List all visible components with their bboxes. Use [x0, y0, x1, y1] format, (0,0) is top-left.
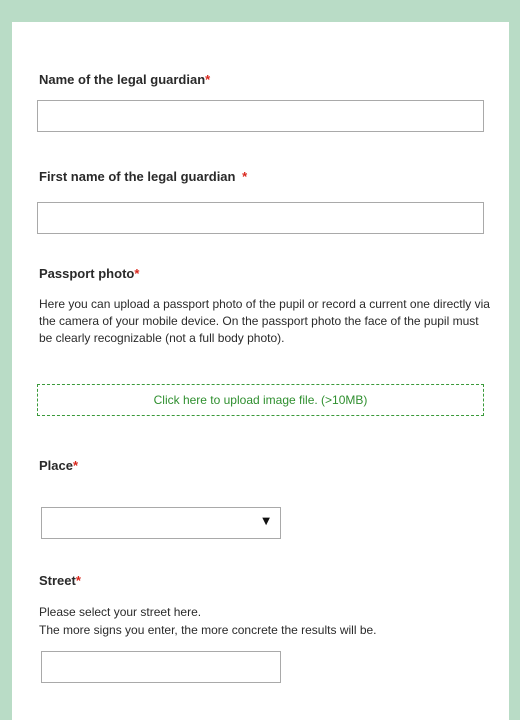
street-help-line-1: Please select your street here. — [39, 605, 202, 619]
required-marker: * — [72, 458, 79, 473]
passport-photo-label-text: Passport photo — [39, 266, 135, 281]
form-card — [12, 22, 509, 720]
guardian-first-name-input[interactable] — [37, 202, 484, 234]
guardian-name-input[interactable] — [37, 100, 484, 132]
required-marker: * — [75, 573, 81, 588]
street-label — [39, 573, 81, 588]
upload-image-button[interactable] — [37, 384, 484, 416]
guardian-first-name-label-text: First name of the legal guardian — [39, 169, 240, 184]
dropdown-arrow-icon: ▼ — [262, 516, 270, 527]
guardian-name-label — [39, 72, 210, 87]
guardian-name-label-text: Name of the legal guardian — [39, 72, 206, 87]
passport-photo-help-text: Here you can upload a passport photo of the pupil or record a current one directly via the camera of your mobile device. On the passport photo the face of the pupil must be clearly recognizable (not a full body photo). — [39, 297, 490, 345]
required-marker: * — [205, 72, 211, 87]
street-input[interactable] — [41, 651, 281, 683]
passport-photo-label — [39, 266, 139, 281]
street-label-text: Street — [39, 573, 76, 588]
street-help-line-2: The more signs you enter, the more concrete the results will be. — [39, 623, 377, 637]
place-select[interactable] — [41, 507, 281, 539]
place-label — [39, 458, 78, 473]
upload-image-label: Click here to upload image file. (>10MB) — [153, 393, 368, 407]
guardian-first-name-label — [39, 169, 247, 184]
required-marker: * — [242, 169, 248, 184]
place-label-text: Place — [39, 458, 73, 473]
required-marker: * — [134, 266, 140, 281]
